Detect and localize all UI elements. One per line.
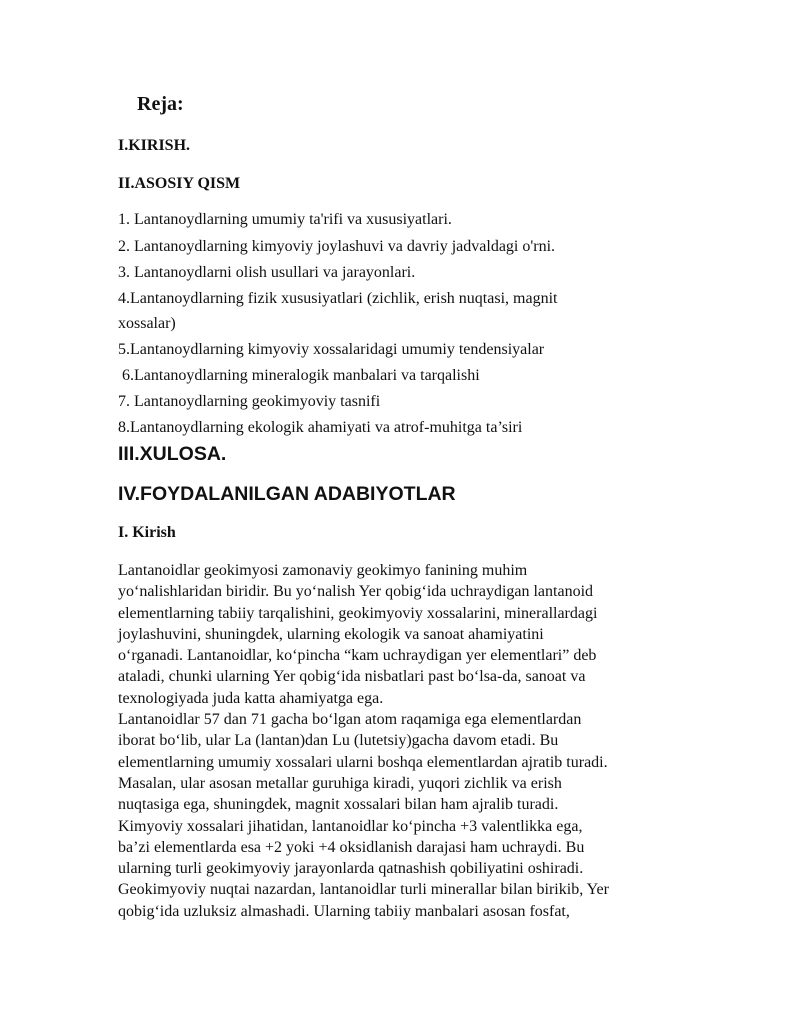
body-line: nuqtasiga ega, shuningdek, magnit xossalari bilan ham ajralib turadi. [118, 796, 559, 814]
references-heading: IV.FOYDALANILGAN ADABIYOTLAR [118, 483, 456, 505]
body-line: ularning turli geokimyoviy jarayonlarda qatnashish qobiliyatini oshiradi. [118, 860, 584, 878]
plan-item: 8.Lantanoydlarning ekologik ahamiyati va atrof-muhitga ta’siri [118, 419, 523, 436]
plan-item: 1. Lantanoydlarning umumiy ta'rifi va xususiyatlari. [118, 211, 452, 228]
plan-title: Reja: [137, 93, 184, 115]
section-body [118, 560, 688, 922]
body-line: o‘rganadi. Lantanoidlar, ko‘pincha “kam uchraydigan yer elementlari” deb [118, 647, 597, 665]
body-line: ataladi, chunki ularning Yer qobig‘ida nisbatlari past bo‘lsa-da, sanoat va [118, 668, 586, 686]
plan-item: 2. Lantanoydlarning kimyoviy joylashuvi va davriy jadvaldagi o'rni. [118, 238, 556, 255]
body-line: Lantanoidlar geokimyosi zamonaviy geokimyo fanining muhim [118, 562, 528, 579]
body-line: yo‘nalishlaridan biridir. Bu yo‘nalish Yer qobig‘ida uchraydigan lantanoid [118, 583, 594, 601]
body-line: texnologiyada juda katta ahamiyatga ega. [118, 689, 384, 707]
plan-item: 4.Lantanoydlarning fizik xususiyatlari (zichlik, erish nuqtasi, magnit [118, 290, 558, 307]
body-line: elementlarning umumiy xossalari ularni boshqa elementlardan ajratib turadi. [118, 753, 608, 771]
body-line: joylashuvini, shuningdek, ularning ekologik va sanoat ahamiyatini [118, 625, 544, 643]
intro-heading: I.KIRISH. [118, 137, 191, 154]
plan-item: 7. Lantanoydlarning geokimyoviy tasnifi [118, 393, 381, 410]
body-line: Masalan, ular asosan metallar guruhiga kiradi, yuqori zichlik va erish [118, 774, 562, 792]
body-line: Lantanoidlar 57 dan 71 gacha bo‘lgan atom raqamiga ega elementlardan [118, 711, 582, 729]
conclusion-heading: III.XULOSA. [118, 443, 227, 465]
body-line: Kimyoviy xossalari jihatidan, lantanoidlar ko‘pincha +3 valentlikka ega, [118, 817, 583, 835]
plan-item-continuation: xossalar) [118, 315, 176, 332]
body-line: elementlarning tabiiy tarqalishini, geokimyoviy xossalarini, minerallardagi [118, 604, 598, 622]
body-line: ba’zi elementlarda esa +2 yoki +4 oksidlanish darajasi ham uchraydi. Bu [118, 838, 585, 856]
main-part-heading: II.ASOSIY QISM [118, 175, 241, 192]
plan-item: 6.Lantanoydlarning mineralogik manbalari va tarqalishi [118, 367, 480, 384]
section-heading: I. Kirish [118, 524, 176, 541]
plan-item: 3. Lantanoydlarni olish usullari va jarayonlari. [118, 264, 416, 281]
body-line: qobig‘ida uzluksiz almashadi. Ularning tabiiy manbalari asosan fosfat, [118, 902, 570, 920]
plan-item: 5.Lantanoydlarning kimyoviy xossalaridagi umumiy tendensiyalar [118, 341, 545, 358]
body-line: iborat bo‘lib, ular La (lantan)dan Lu (lutetsiy)gacha davom etadi. Bu [118, 732, 559, 750]
body-line: Geokimyoviy nuqtai nazardan, lantanoidlar turli minerallar bilan birikib, Yer [118, 881, 609, 899]
